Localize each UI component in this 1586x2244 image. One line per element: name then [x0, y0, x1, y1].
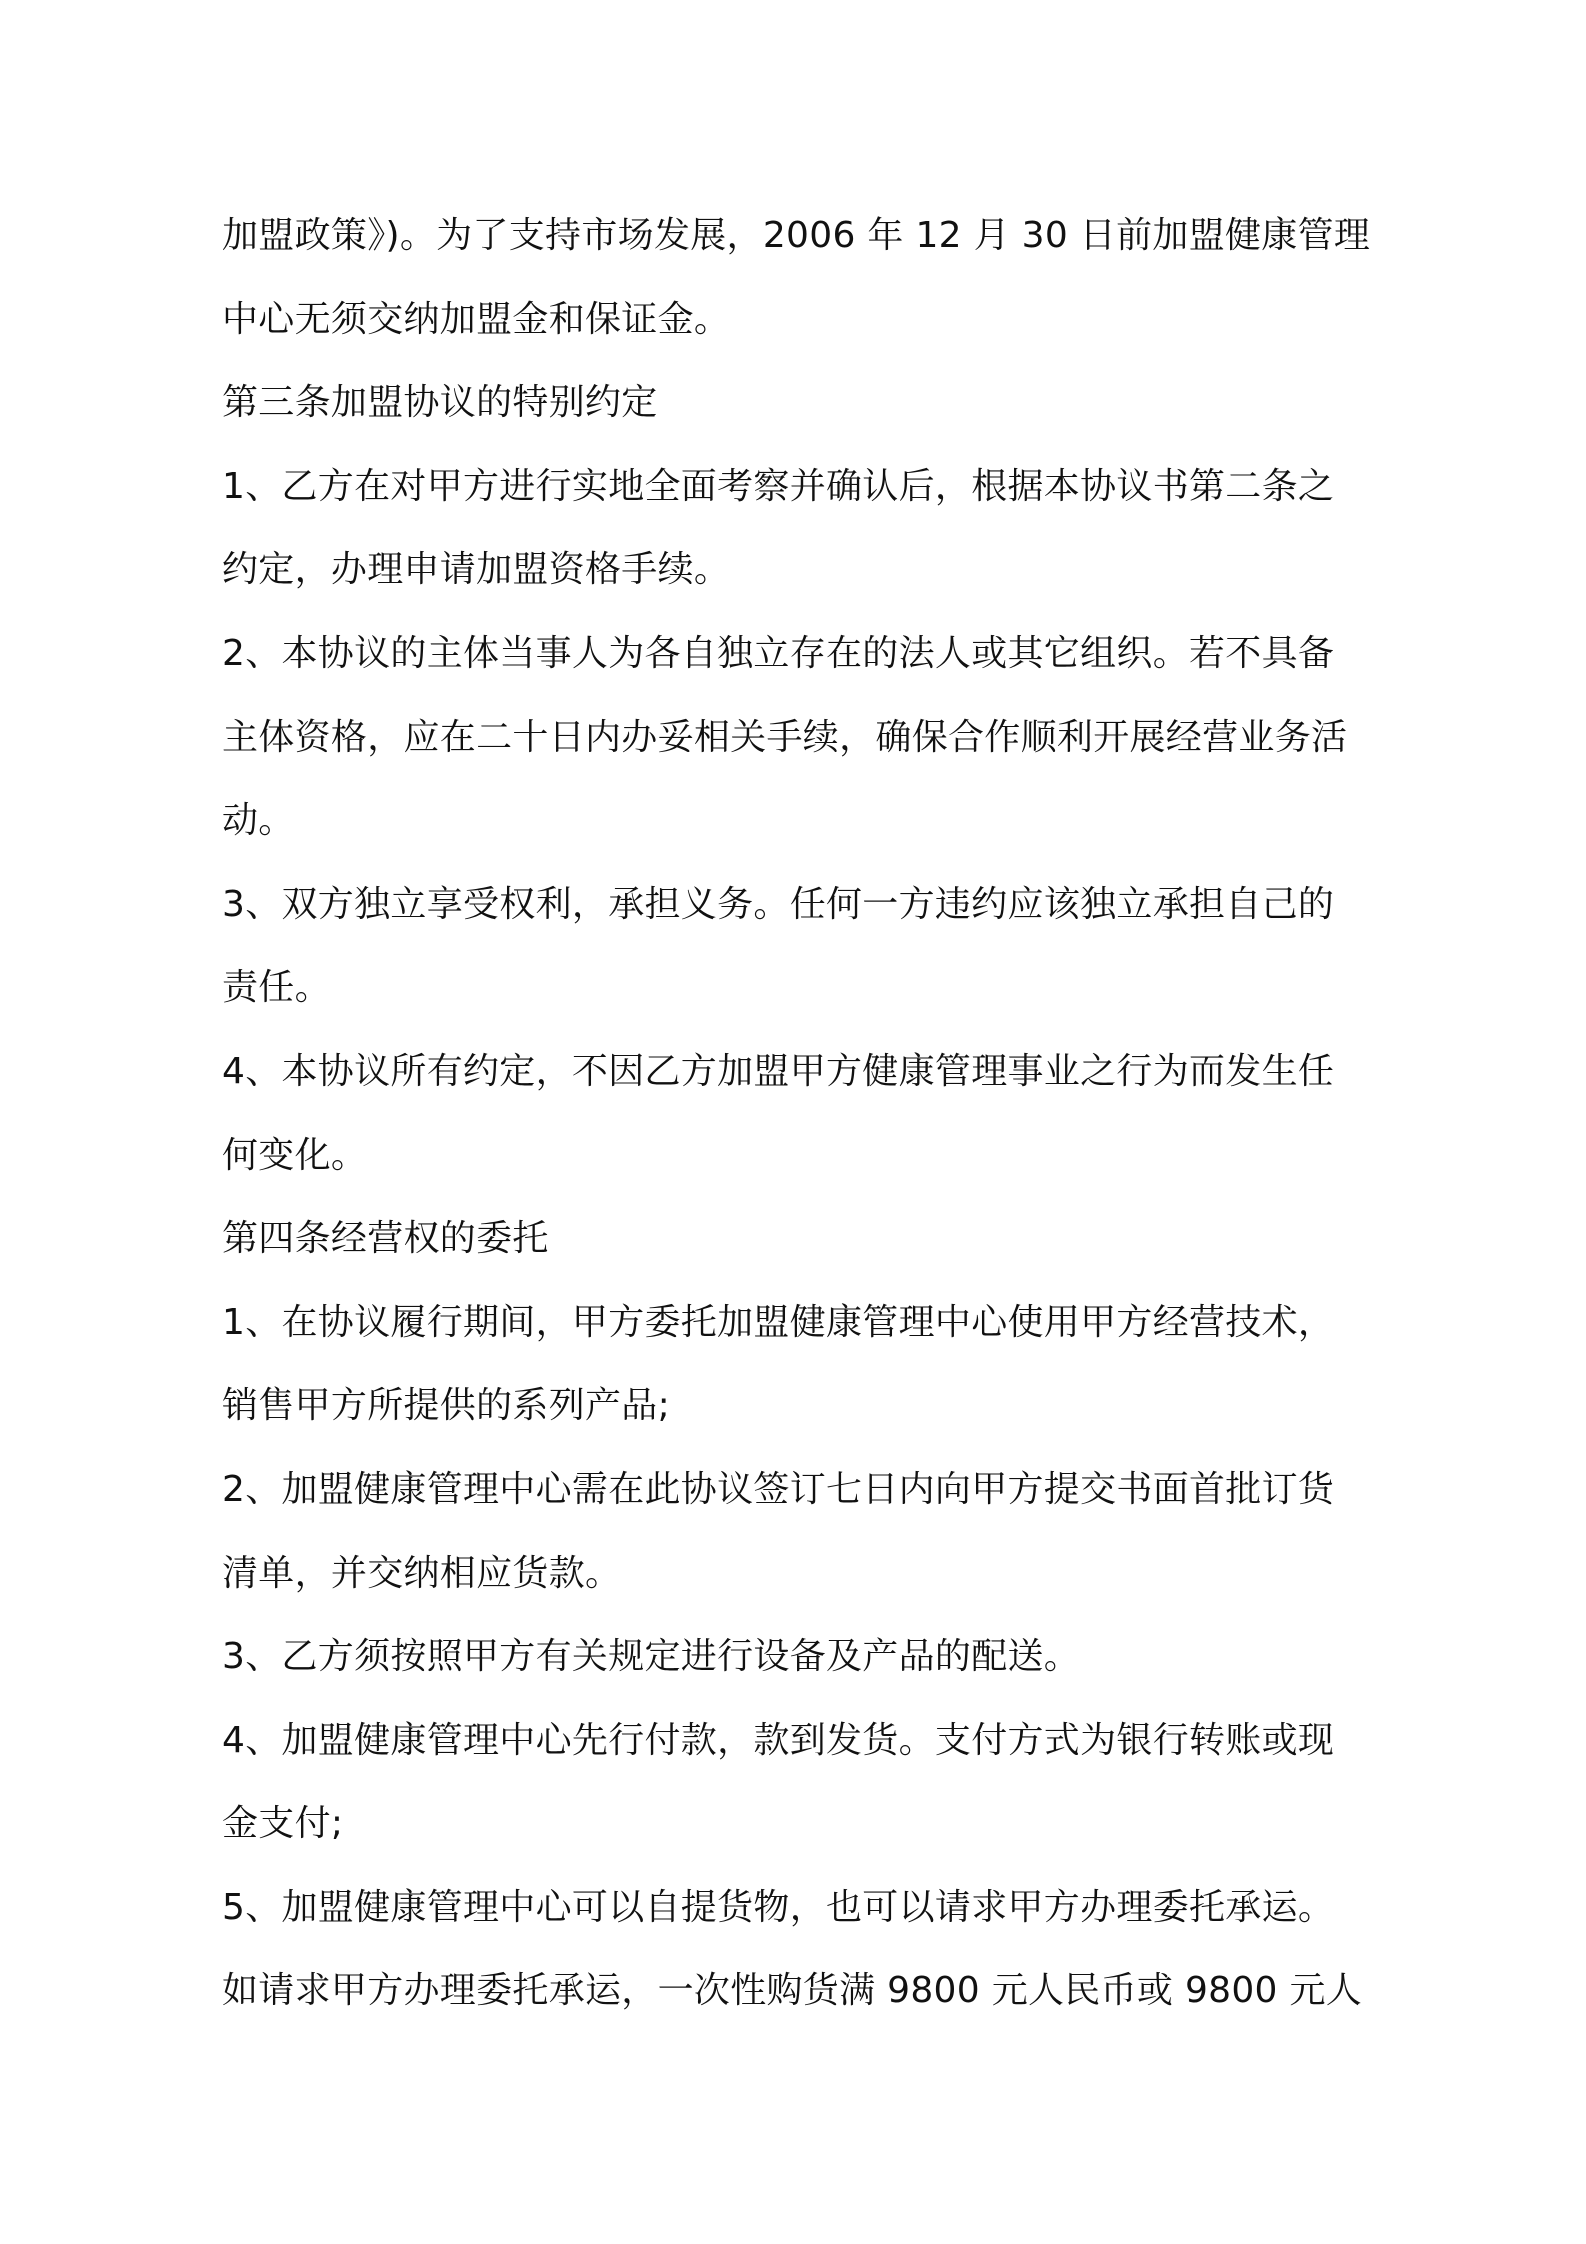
text-line-19: 4、加盟健康管理中心先行付款，款到发货。支付方式为银行转账或现 [222, 1719, 1335, 1761]
text-line-6: 2、本协议的主体当事人为各自独立存在的法人或其它组织。若不具备 [222, 632, 1335, 674]
text-line-14: 1、在协议履行期间，甲方委托加盟健康管理中心使用甲方经营技术， [222, 1301, 1335, 1343]
text-line-5: 约定，办理申请加盟资格手续。 [222, 549, 731, 591]
text-line-11: 4、本协议所有约定，不因乙方加盟甲方健康管理事业之行为而发生任 [222, 1050, 1335, 1092]
text-line-18: 3、乙方须按照甲方有关规定进行设备及产品的配送。 [222, 1636, 1081, 1678]
text-line-15: 销售甲方所提供的系列产品; [222, 1385, 671, 1427]
article-3-heading: 第三条加盟协议的特别约定 [222, 382, 658, 424]
text-line-22: 如请求甲方办理委托承运，一次性购货满 9800 元人民币或 9800 元人 [222, 1970, 1363, 2012]
text-line-2: 中心无须交纳加盟金和保证金。 [222, 298, 731, 340]
text-line-9: 3、双方独立享受权利，承担义务。任何一方违约应该独立承担自己的 [222, 883, 1335, 925]
text-line-1: 加盟政策》)。为了支持市场发展，2006 年 12 月 30 日前加盟健康管理 [222, 215, 1371, 256]
text-line-7: 主体资格，应在二十日内办妥相关手续，确保合作顺利开展经营业务活 [222, 716, 1348, 758]
text-line-4: 1、乙方在对甲方进行实地全面考察并确认后，根据本协议书第二条之 [222, 465, 1335, 507]
text-line-10: 责任。 [222, 967, 331, 1009]
article-4-heading: 第四条经营权的委托 [222, 1218, 549, 1260]
text-line-12: 何变化。 [222, 1134, 368, 1176]
text-line-8: 动。 [222, 800, 295, 842]
text-line-20: 金支付; [222, 1803, 344, 1845]
text-line-17: 清单，并交纳相应货款。 [222, 1552, 622, 1594]
text-line-16: 2、加盟健康管理中心需在此协议签订七日内向甲方提交书面首批订货 [222, 1468, 1335, 1510]
document-body [222, 194, 1382, 2033]
text-line-21: 5、加盟健康管理中心可以自提货物，也可以请求甲方办理委托承运。 [222, 1886, 1335, 1928]
